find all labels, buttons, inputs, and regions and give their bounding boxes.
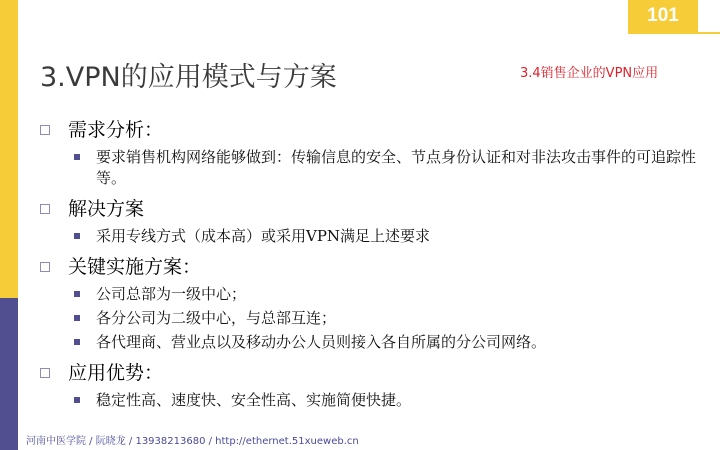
bullet-text: 各代理商、营业点以及移动办公人员则接入各自所属的分公司网络。 — [96, 333, 547, 351]
top-accent-line — [628, 32, 720, 34]
level2-bullet — [40, 332, 700, 353]
section-key-implementation — [40, 253, 700, 353]
level2-bullet — [40, 284, 700, 305]
level2-bullet — [40, 147, 700, 189]
slide-subtitle: 3.4销售企业的VPN应用 — [520, 66, 659, 81]
small-square-bullet-icon — [74, 291, 80, 297]
section-heading: 关键实施方案： — [68, 256, 202, 278]
bullet-text: 采用专线方式（成本高）或采用VPN满足上述要求 — [96, 227, 431, 245]
slide-footer: 河南中医学院 / 阮晓龙 / 13938213680 / http://ethernet.51xueweb.cn — [26, 436, 359, 447]
level1-bullet — [40, 116, 700, 144]
page-number: 101 — [628, 0, 698, 32]
level2-bullet — [40, 226, 700, 247]
bullet-text: 稳定性高、速度快、安全性高、实施简便快捷。 — [96, 391, 412, 409]
section-heading: 需求分析： — [68, 119, 164, 141]
square-bullet-icon — [40, 204, 50, 214]
left-accent-bar-yellow — [0, 0, 18, 298]
small-square-bullet-icon — [74, 339, 80, 345]
left-accent-bar-purple — [0, 298, 18, 450]
square-bullet-icon — [40, 125, 50, 135]
level2-bullet — [40, 308, 700, 329]
section-requirements — [40, 116, 700, 189]
bullet-text: 要求销售机构网络能够做到：传输信息的安全、节点身份认证和对非法攻击事件的可追踪性等。 — [96, 148, 697, 187]
level1-bullet — [40, 359, 700, 387]
slide-title: 3.VPN的应用模式与方案 — [40, 62, 337, 93]
section-heading: 解决方案 — [68, 198, 145, 220]
small-square-bullet-icon — [74, 233, 80, 239]
small-square-bullet-icon — [74, 397, 80, 403]
small-square-bullet-icon — [74, 315, 80, 321]
slide-content — [40, 110, 700, 411]
square-bullet-icon — [40, 368, 50, 378]
section-solution — [40, 195, 700, 247]
bullet-text: 公司总部为一级中心； — [96, 285, 247, 303]
level1-bullet — [40, 195, 700, 223]
level1-bullet — [40, 253, 700, 281]
small-square-bullet-icon — [74, 154, 80, 160]
level2-bullet — [40, 390, 700, 411]
section-heading: 应用优势： — [68, 362, 164, 384]
bullet-text: 各分公司为二级中心，与总部互连； — [96, 309, 337, 327]
section-advantages — [40, 359, 700, 411]
square-bullet-icon — [40, 262, 50, 272]
